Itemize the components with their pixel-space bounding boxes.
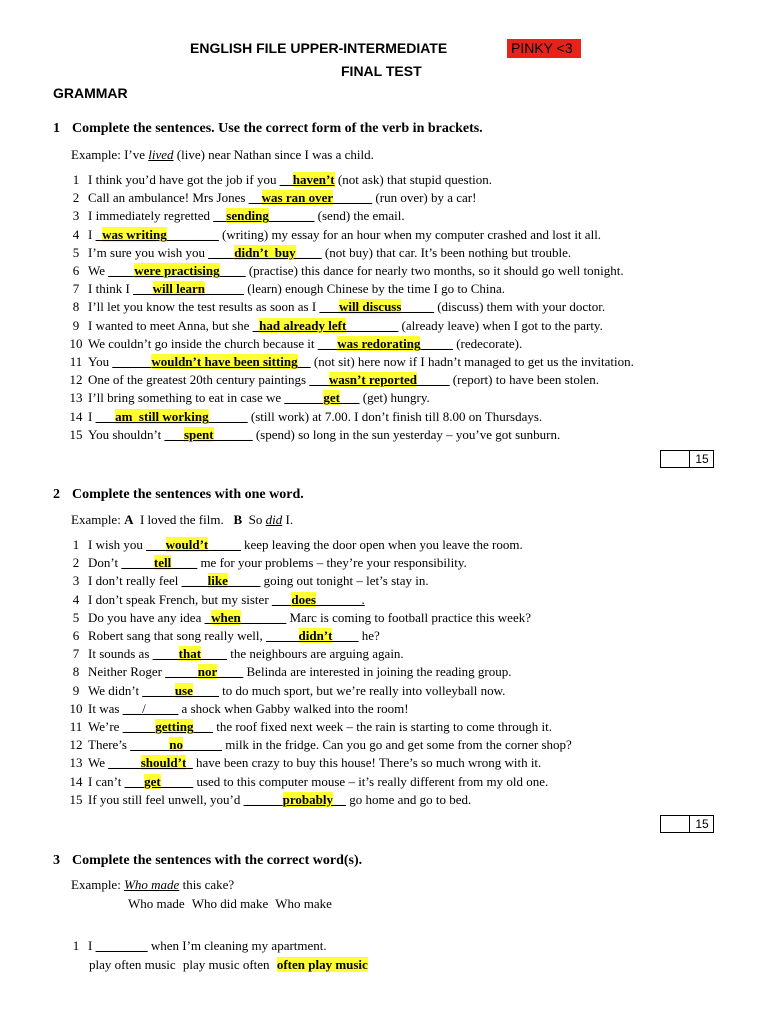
question-text-after: (discuss) them with your doctor. — [433, 299, 606, 315]
answer-highlight[interactable]: like — [207, 573, 228, 589]
answer-highlight[interactable]: will discuss — [338, 299, 402, 315]
question-number: 13 — [69, 755, 83, 771]
question-text-after: the neighbours are arguing again. — [227, 646, 404, 662]
question-text-before: I’ll let you know the test results as soon as I — [88, 299, 320, 315]
answer-blank-lead[interactable]: ______ — [243, 791, 283, 807]
answer-blank-trail[interactable]: __ — [332, 791, 346, 807]
question-item — [64, 190, 476, 206]
question-number: 3 — [72, 573, 80, 589]
answer-highlight[interactable]: wasn’t reported — [328, 372, 418, 388]
question-text-after: used to this computer mouse – it’s really different from my old one. — [193, 773, 549, 789]
answer-blank-trail[interactable]: _______ — [240, 609, 287, 625]
answer-highlight[interactable]: getting — [155, 719, 194, 734]
question-text-before: I don’t speak French, but my sister — [88, 591, 272, 607]
option: Who make — [275, 896, 332, 911]
answer-blank-lead[interactable]: ___ — [164, 426, 184, 442]
answer-highlight[interactable]: haven’t — [292, 172, 335, 187]
example-answer: did — [265, 512, 283, 527]
option-selected[interactable]: often play music — [276, 957, 368, 972]
answer-blank-trail[interactable]: _____ — [208, 537, 241, 552]
question-text-after: (report) to have been stolen. — [449, 372, 599, 388]
answer-highlight[interactable]: were practising — [134, 263, 220, 278]
question-text-after: (not sit) here now if I hadn’t managed to get us the invitation. — [310, 354, 634, 369]
question-text-after: (still work) at 7.00. I don’t finish till 8.00 on Thursdays. — [247, 408, 543, 424]
question-text-after: milk in the fridge. Can you go and get some from the corner shop? — [221, 737, 572, 753]
author-tag: PINKY <3 — [507, 39, 581, 58]
answer-blank-lead[interactable]: ____ — [152, 646, 179, 662]
question-text-after: (learn) enough Chinese by the time I go to China. — [244, 281, 506, 297]
score-total: 15 — [695, 452, 709, 466]
question-number: 3 — [72, 208, 80, 224]
answer-blank-trail[interactable]: _____ — [227, 573, 261, 589]
answer-blank-lead[interactable]: __ — [213, 208, 227, 224]
example-answer: Who made — [124, 877, 180, 892]
option[interactable]: play music often — [182, 957, 270, 972]
question-item — [64, 409, 542, 425]
question-number: 6 — [72, 263, 80, 278]
answer-blank-trail[interactable]: _____ — [420, 335, 453, 351]
question-text-before: Do you have any idea — [88, 609, 205, 625]
question-item — [64, 792, 471, 808]
option: Who did make — [191, 896, 269, 911]
answer-highlight[interactable]: would’t — [165, 537, 209, 552]
item-1-options — [89, 957, 372, 973]
answer-blank-lead[interactable]: ___ — [309, 372, 329, 388]
answer-blank-trail[interactable]: ______ — [182, 737, 222, 753]
question-text-before: Neither Roger — [88, 664, 166, 680]
document-subtitle: FINAL TEST — [341, 63, 422, 79]
question-text-before: We’re — [88, 719, 123, 734]
question-item — [64, 664, 512, 680]
answer-highlight[interactable]: nor — [197, 664, 218, 680]
question-item — [64, 737, 572, 753]
question-item — [64, 427, 560, 443]
question-item — [64, 555, 467, 571]
question-text-after: (not ask) that stupid question. — [334, 172, 493, 187]
example-options — [128, 896, 336, 912]
answer-blank-trail[interactable]: ______ — [208, 408, 248, 424]
question-text-after: (writing) my essay for an hour when my computer crashed and lost it all. — [218, 226, 602, 242]
answer-blank-trail[interactable]: ______ — [213, 426, 253, 442]
answer-highlight[interactable]: was writing — [102, 226, 167, 242]
question-number: 2 — [72, 190, 80, 206]
exercise-3-heading — [53, 853, 362, 869]
answer-blank-lead[interactable]: ____ — [208, 244, 235, 260]
question-text-before: If you still feel unwell, you’d — [88, 791, 244, 807]
question-number: 9 — [72, 317, 80, 333]
exercise-1-example: Example: I’ve lived (live) near Nathan since I was a child. — [71, 147, 374, 162]
question-text-before: We — [88, 755, 109, 771]
question-number: 7 — [72, 646, 80, 662]
question-number: 2 — [72, 555, 80, 571]
question-text-after: me for your problems – they’re your responsibility. — [197, 555, 467, 571]
answer-blank-lead[interactable]: ___ — [146, 537, 166, 552]
answer-blank-trail[interactable]: ___ — [193, 719, 213, 734]
question-text-after: going out tonight – let’s stay in. — [260, 573, 429, 589]
answer-highlight[interactable]: will learn — [152, 281, 205, 297]
exercise-number: 3 — [53, 853, 60, 868]
question-text-after: when I’m cleaning my apartment. — [147, 938, 327, 953]
answer-blank-lead[interactable]: _____ — [121, 555, 154, 571]
answer-blank-lead[interactable]: ___ — [124, 773, 145, 789]
question-text-before: Call an ambulance! Mrs Jones — [88, 190, 249, 206]
answer-blank-lead[interactable]: _ — [204, 609, 212, 625]
exercise-instruction: Complete the sentences with one word. — [72, 487, 304, 502]
question-text-after: (spend) so long in the sun yesterday – you’ve got sunburn. — [252, 426, 561, 442]
question-text-before: I — [88, 938, 96, 953]
answer-blank-trail[interactable]: _____ — [417, 372, 450, 388]
question-number: 1 — [72, 537, 80, 552]
answer-blank-trail[interactable]: ____ — [201, 646, 228, 662]
question-number: 14 — [69, 773, 83, 789]
answer-blank-trail[interactable]: _______. — [315, 591, 365, 607]
answer-highlight[interactable]: was redorating — [337, 335, 421, 351]
answer-blank-lead[interactable]: ___ — [271, 591, 292, 607]
question-item — [64, 537, 523, 553]
answer-blank-trail[interactable]: ______ — [205, 281, 244, 297]
question-text-after: (practise) this dance for nearly two months, so it should go well tonight. — [245, 263, 624, 278]
question-text-before: I’m sure you wish you — [88, 244, 209, 260]
question-text-before: I immediately regretted — [88, 208, 214, 224]
answer-blank-lead[interactable]: ______ — [112, 354, 152, 369]
question-text-before: We — [88, 263, 109, 278]
question-text-after: to do much sport, but we’re really into volleyball now. — [218, 682, 506, 698]
answer-blank-lead[interactable]: ___ — [319, 299, 339, 315]
question-number: 5 — [72, 244, 80, 260]
question-text-before: We couldn’t go inside the church because it — [88, 335, 318, 351]
question-number: 6 — [72, 628, 80, 643]
answer-highlight[interactable]: get — [323, 390, 340, 406]
question-number: 13 — [69, 390, 83, 406]
question-text-before: It sounds as — [88, 646, 153, 662]
question-text-before: It was — [88, 700, 123, 716]
answer-blank-lead[interactable]: ______ — [284, 390, 324, 406]
answer-blank-trail[interactable]: _____ — [401, 299, 434, 315]
answer-blank-lead[interactable]: ________ — [95, 938, 148, 953]
question-text-after: Marc is coming to football practice this week? — [286, 609, 531, 625]
question-item — [64, 263, 624, 279]
question-number: 8 — [72, 299, 80, 315]
question-item — [64, 299, 605, 315]
question-item — [64, 592, 365, 608]
question-number: 14 — [69, 408, 83, 424]
question-text-after: keep leaving the door open when you leave the room. — [240, 537, 523, 552]
answer-highlight[interactable]: tell — [153, 555, 172, 571]
question-item — [64, 390, 430, 406]
answer-blank-lead[interactable]: ___ — [317, 335, 338, 351]
answer-blank-lead[interactable]: _____ — [266, 628, 299, 643]
exercise-instruction: Complete the sentences with the correct word(s). — [72, 853, 363, 868]
answer-blank-trail[interactable]: __ — [297, 354, 311, 369]
answer-highlight[interactable]: that — [178, 646, 202, 662]
answer-blank-lead[interactable]: ______ — [130, 737, 170, 753]
question-text-before: I can’t — [88, 773, 125, 789]
question-item — [64, 172, 492, 188]
answer-blank-trail[interactable]: ________ — [346, 317, 399, 333]
answer-blank-lead[interactable]: ___ — [133, 281, 153, 297]
question-text-before: I think you’d have got the job if you — [88, 172, 280, 187]
answer-blank-trail[interactable]: ________ — [166, 226, 219, 242]
answer-blank-trail[interactable]: ____ — [332, 628, 359, 643]
answer-blank-trail[interactable]: _ — [186, 755, 193, 771]
question-number: 15 — [69, 791, 83, 807]
answer-blank-lead[interactable]: __ — [248, 190, 262, 206]
question-item — [64, 245, 571, 261]
question-item — [64, 683, 505, 699]
question-number: 11 — [69, 719, 83, 734]
answer-highlight[interactable]: spent — [183, 426, 214, 442]
exercise-1-heading — [53, 121, 483, 137]
answer-highlight[interactable]: didn’t — [298, 628, 333, 643]
question-item — [64, 701, 409, 717]
answer-highlight[interactable]: sending — [226, 208, 269, 224]
question-text-after: Belinda are interested in joining the reading group. — [243, 664, 512, 680]
question-text-before: We didn’t — [88, 682, 143, 698]
answer-highlight[interactable]: probably — [282, 791, 333, 807]
answer-highlight[interactable]: when — [211, 609, 241, 625]
exercise-1-score-box — [660, 450, 714, 468]
question-number: 7 — [72, 281, 80, 297]
exercise-2-example: Example: A I loved the film. B So did I. — [71, 512, 294, 527]
answer-blank-trail[interactable]: ___ — [340, 390, 360, 406]
question-number: 4 — [72, 226, 80, 242]
exercise-number: 1 — [53, 121, 60, 136]
question-number: 1 — [72, 172, 80, 187]
question-item — [64, 372, 599, 388]
question-text-after: (get) hungry. — [359, 390, 430, 406]
question-text-after: have been crazy to buy this house! There’s so much wrong with it. — [192, 755, 542, 771]
question-number: 9 — [72, 682, 80, 698]
answer-highlight[interactable]: use — [174, 682, 193, 698]
answer-blank-trail[interactable]: _____ — [160, 773, 194, 789]
question-item — [64, 318, 603, 334]
answer-blank-trail[interactable]: ______ — [333, 190, 373, 206]
answer-blank-trail[interactable]: ____ — [192, 682, 219, 698]
question-text-before: You shouldn’t — [88, 426, 165, 442]
answer-blank-lead[interactable]: _____ — [122, 719, 156, 734]
question-item — [64, 719, 552, 735]
answer-highlight[interactable]: should’t — [140, 755, 187, 771]
answer-blank-trail[interactable]: ____ — [295, 244, 322, 260]
document-title: ENGLISH FILE UPPER-INTERMEDIATE — [190, 40, 448, 56]
question-number: 10 — [69, 335, 83, 351]
question-text-before: I think I — [88, 281, 134, 297]
answer-blank-lead[interactable]: ____ — [108, 263, 135, 278]
question-text-before: I’ll bring something to eat in case we — [88, 390, 285, 406]
answer-highlight[interactable]: am_still working — [115, 408, 209, 424]
question-text-before: Robert sang that song really well, — [88, 628, 266, 643]
answer-blank-trail[interactable]: ____ — [217, 664, 244, 680]
question-text-before: One of the greatest 20th century paintings — [88, 372, 310, 388]
question-item — [64, 755, 541, 771]
question-item — [64, 628, 380, 644]
question-item — [64, 227, 601, 243]
question-text-after: (already leave) when I got to the party. — [398, 317, 603, 333]
exercise-2-heading — [53, 487, 304, 503]
answer-blank-lead[interactable]: __ — [279, 172, 293, 187]
question-item — [64, 336, 522, 352]
question-item — [64, 610, 531, 626]
question-text-before: I — [88, 408, 96, 424]
question-number: 5 — [72, 609, 80, 625]
question-number: 12 — [69, 372, 83, 388]
question-text-after: the roof fixed next week – the rain is starting to come through it. — [212, 719, 552, 734]
answer-blank-trail[interactable]: ___/_____ — [122, 700, 179, 716]
question-text-after: (run over) by a car! — [372, 190, 477, 206]
question-number: 15 — [69, 426, 83, 442]
answer-blank-lead[interactable]: ___ — [95, 408, 116, 424]
question-item — [64, 573, 429, 589]
question-item — [64, 281, 505, 297]
question-text-after: (send) the email. — [314, 208, 405, 224]
answer-highlight[interactable]: was ran over — [261, 190, 334, 206]
question-number: 10 — [69, 700, 83, 716]
exercise-2-score-box — [660, 815, 714, 833]
question-item — [64, 646, 404, 662]
answer-blank-lead[interactable]: ____ — [181, 573, 208, 589]
answer-highlight[interactable]: does — [291, 591, 316, 607]
question-text-before: Don’t — [88, 555, 122, 571]
question-number: 12 — [69, 737, 83, 753]
score-entry-cell[interactable] — [661, 451, 690, 467]
answer-blank-trail[interactable]: ____ — [171, 555, 198, 571]
answer-blank-lead[interactable]: _ — [252, 317, 260, 333]
answer-highlight[interactable]: get — [144, 773, 161, 789]
question-text-after: he? — [358, 628, 380, 643]
answer-blank-lead[interactable]: _ — [95, 226, 103, 242]
question-text-before: I wanted to meet Anna, but she — [88, 317, 253, 333]
option[interactable]: play often music — [89, 957, 176, 972]
score-total: 15 — [695, 817, 709, 831]
answer-blank-lead[interactable]: _____ — [165, 664, 198, 680]
exercise-number: 2 — [53, 487, 60, 502]
score-entry-cell[interactable] — [661, 816, 690, 832]
exercise-3-example: Example: Who made this cake? — [71, 877, 235, 892]
answer-blank-lead[interactable]: _____ — [108, 755, 141, 771]
answer-blank-trail[interactable]: _______ — [268, 208, 315, 224]
option: Who made — [128, 896, 185, 911]
question-item — [64, 354, 634, 370]
question-text-before: I don’t really feel — [88, 573, 182, 589]
question-text-before: I — [88, 226, 96, 242]
example-answer: lived — [148, 147, 174, 162]
section-title: GRAMMAR — [53, 85, 128, 101]
question-text-after: (redecorate). — [452, 335, 523, 351]
answer-highlight[interactable]: didn’t_buy — [234, 244, 296, 260]
question-text-after: (not buy) that car. It’s been nothing but trouble. — [321, 244, 572, 260]
question-number: 8 — [72, 664, 80, 680]
question-text-before: You — [88, 354, 113, 369]
answer-highlight[interactable]: wouldn’t have been sitting — [151, 354, 298, 369]
question-text-after: go home and go to bed. — [345, 791, 472, 807]
question-item — [64, 938, 327, 954]
answer-highlight[interactable]: no — [169, 737, 183, 753]
answer-blank-lead[interactable]: _____ — [142, 682, 175, 698]
answer-blank-trail[interactable]: ____ — [219, 263, 246, 278]
question-number: 1 — [72, 938, 80, 953]
question-item — [64, 774, 548, 790]
question-number: 11 — [69, 354, 83, 369]
question-text-after: a shock when Gabby walked into the room! — [178, 700, 409, 716]
question-text-before: There’s — [88, 737, 131, 753]
exercise-instruction: Complete the sentences. Use the correct form of the verb in brackets. — [72, 121, 483, 136]
question-number: 4 — [72, 591, 80, 607]
question-text-before: I wish you — [88, 537, 147, 552]
answer-highlight[interactable]: had already left — [259, 317, 347, 333]
question-item — [64, 208, 405, 224]
